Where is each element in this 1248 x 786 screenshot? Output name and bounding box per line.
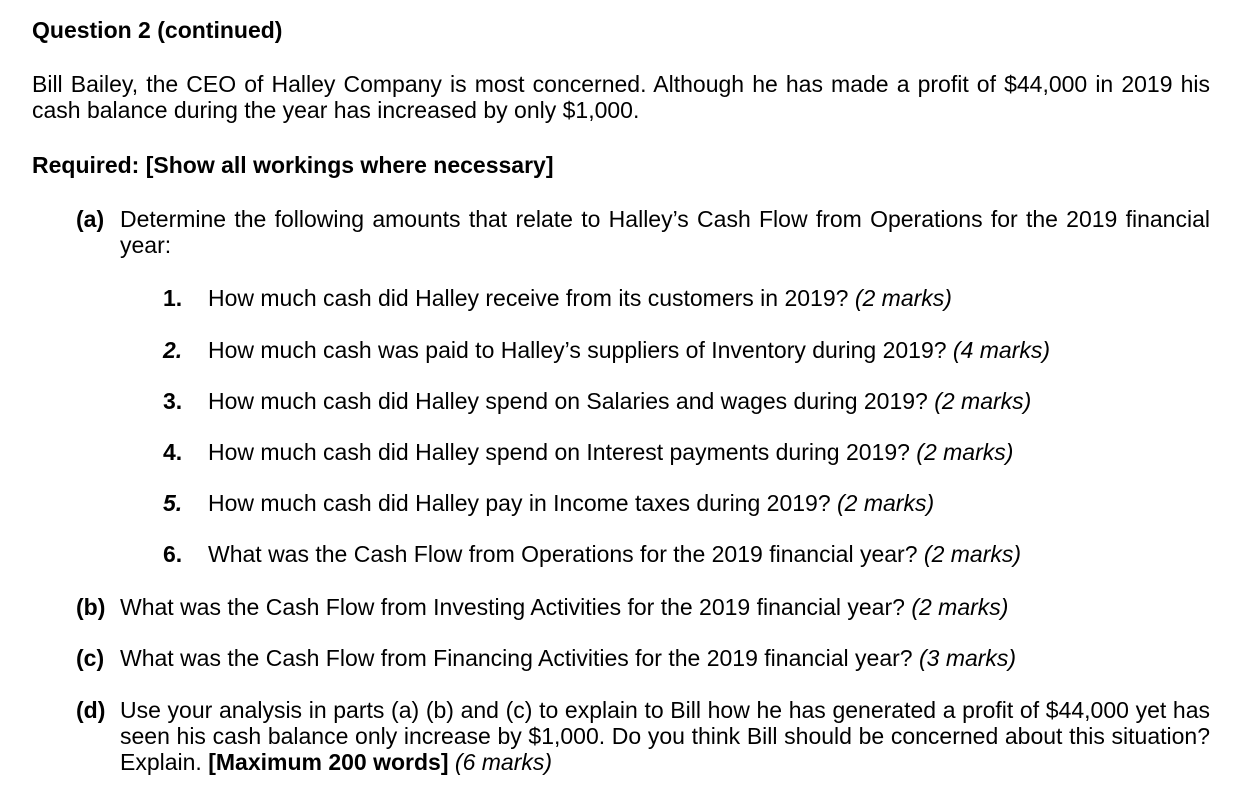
item-4-text: How much cash did Halley spend on Interest payments during 2019? [208, 439, 910, 465]
item-6 [208, 541, 1021, 567]
question-heading: Question 2 (continued) [32, 17, 283, 43]
item-2-number: 2. [163, 337, 183, 363]
part-b-marks: (2 marks) [911, 594, 1009, 620]
item-2 [208, 337, 1050, 363]
item-1-marks: (2 marks) [854, 285, 952, 311]
item-2-marks: (4 marks) [952, 337, 1051, 363]
part-b-label: (b) [76, 594, 106, 620]
item-5-marks: (2 marks) [837, 490, 935, 516]
part-c-label: (c) [76, 645, 105, 671]
part-c-text: What was the Cash Flow from Financing Activities for the 2019 financial year? [120, 645, 913, 671]
item-1-text: How much cash did Halley receive from its customers in 2019? [208, 285, 849, 311]
part-d-word-limit: [Maximum 200 words] [208, 749, 449, 775]
item-6-marks: (2 marks) [923, 541, 1022, 567]
item-4-marks: (2 marks) [916, 439, 1014, 465]
required-instruction: Required: [Show all workings where necessary] [32, 152, 554, 178]
part-b [120, 594, 1210, 620]
item-3-marks: (2 marks) [934, 388, 1032, 414]
item-3-text: How much cash did Halley spend on Salaries and wages during 2019? [208, 388, 928, 414]
part-d [120, 697, 1210, 775]
part-c [120, 645, 1210, 671]
part-d-text: Use your analysis in parts (a) (b) and (c) to explain to Bill how he has generated a profit of $44,000 yet has seen his cash balance only increase by $1,000. Do you think Bill should be concerned about this situation? Explain. [120, 697, 1210, 775]
item-2-text: How much cash was paid to Halley’s suppliers of Inventory during 2019? [208, 337, 947, 363]
item-1-number: 1. [163, 285, 183, 311]
intro-paragraph: Bill Bailey, the CEO of Halley Company is most concerned. Although he has made a profit of $44,000 in 2019 his cash balance during the year has increased by only $1,000. [32, 71, 1210, 123]
item-4-number: 4. [163, 439, 183, 465]
part-a-text: Determine the following amounts that relate to Halley’s Cash Flow from Operations for the 2019 financial year: [120, 206, 1210, 258]
part-d-label: (d) [76, 697, 106, 723]
item-4 [208, 439, 1013, 465]
item-3-number: 3. [163, 388, 183, 414]
part-a-label: (a) [76, 206, 105, 232]
item-5-number: 5. [163, 490, 183, 516]
item-5-text: How much cash did Halley pay in Income taxes during 2019? [208, 490, 831, 516]
item-3 [208, 388, 1031, 414]
part-b-text: What was the Cash Flow from Investing Activities for the 2019 financial year? [120, 594, 905, 620]
item-5 [208, 490, 934, 516]
item-1 [208, 285, 952, 311]
item-6-text: What was the Cash Flow from Operations for the 2019 financial year? [208, 541, 918, 567]
part-c-marks: (3 marks) [918, 645, 1017, 671]
part-d-marks: (6 marks) [454, 749, 553, 775]
item-6-number: 6. [163, 541, 183, 567]
